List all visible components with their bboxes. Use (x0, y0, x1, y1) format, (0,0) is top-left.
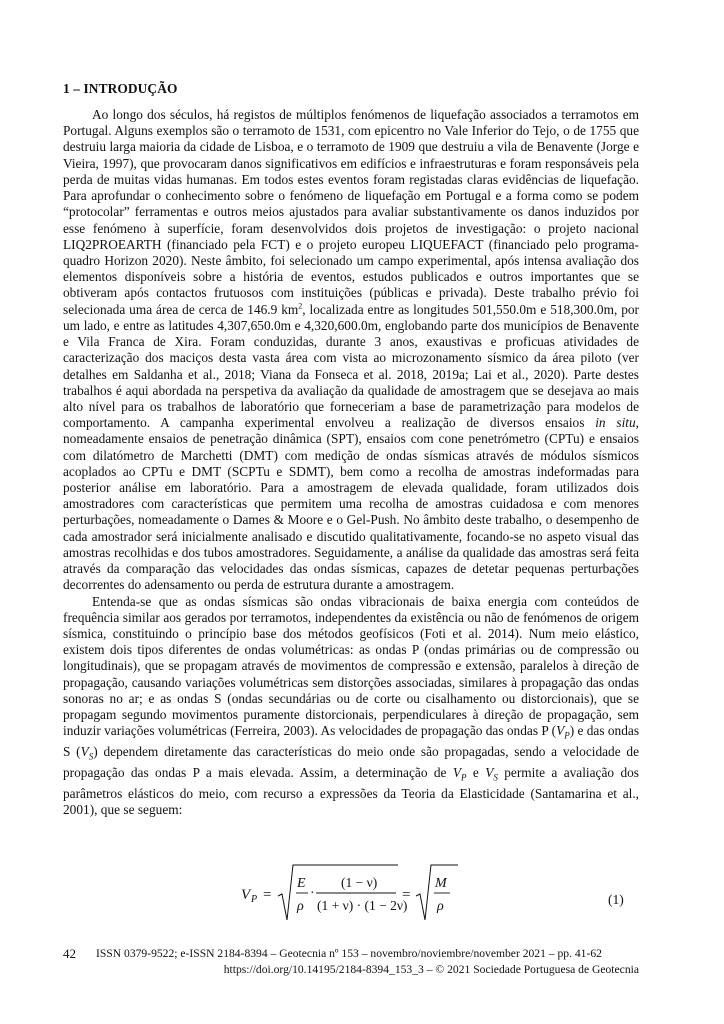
eq-numerator-2: (1 − ν) (341, 875, 378, 890)
eq-lhs-subscript: P (251, 894, 258, 905)
body-text (63, 107, 639, 818)
eq-denominator-2: (1 + ν) · (1 − 2ν) (317, 898, 408, 913)
footer-issn-line: ISSN 0379-9522; e-ISSN 2184-8394 – Geotecnia nº 153 – novembro/noviembre/november 2021 – pp. 41-62 (96, 947, 602, 960)
text-run: ) dependem diretamente das características do meio onde são propagadas, sendo a velocidade de propagação das ondas P a mais elevada. Assim, a determinação de (63, 744, 639, 781)
text-run: permite a avaliação dos parâmetros elásticos do meio, com recurso a expressões da Teoria da Elasticidade (Santamarina et al., 2001), que se seguem: (63, 765, 639, 818)
text-run: V (80, 744, 89, 760)
paragraph-1 (63, 107, 639, 594)
eq-equals-1: = (263, 887, 272, 903)
eq-dot: · (310, 886, 315, 901)
text-run: Entenda-se que as ondas sísmicas são ondas vibracionais de baixa energia com conteúdos de frequência similar aos gerados por terramotos, independentes da existência ou não de fenómenos de origem sísmica, constituindo o princípio base dos métodos geofísicos (Foti et al. 2014). Num meio elástico, existem dois tipos diferentes de ondas volumétricas: as ondas P (ondas primárias ou de compressão ou longitudinais), que se propagam através de movimentos de compressão e extensão, paralelos à direção de propagação, causando variações volumétricas sem distorções associadas, similares à propagação das ondas sonoras no ar; e as ondas S (ondas secundárias ou de corte ou cisalhamento ou distorcionais), que se propagam segundo movimentos puramente distorcionais, perpendiculares à direção de propagação, sem induzir variações volumétricas (Ferreira, 2003). As velocidades de propagação das ondas P ( (63, 593, 639, 739)
eq-lhs-symbol: V (241, 887, 251, 903)
text-run: in situ (595, 415, 636, 431)
text-run: S (493, 772, 498, 783)
text-run: P (461, 772, 467, 783)
equation-1 (238, 862, 488, 926)
footer-doi-line: https://doi.org/10.14195/2184-8394_153_3 – © 2021 Sociedade Portuguesa de Geotecnia (223, 963, 639, 976)
text-run: P (564, 730, 570, 741)
eq-E: E (297, 876, 306, 891)
eq-equals-2: = (402, 887, 411, 903)
text-run: S (88, 751, 94, 762)
text-run: Ao longo dos séculos, há registos de múltiplos fenómenos de liquefação associados a terramotos em Portugal. Alguns exemplos são o terramoto de 1531, com epicentro no Vale Inferior do Tejo, o de 1755 que destruiu larga maioria da cidade de Lisboa, e o terramoto de 1909 que destruiu a vila de Benavente (Jorge e Vieira, 1997), que provocaram danos significativos em edifícios e infraestruturas e foram responsáveis pela perda de muitas vidas humanas. Em todos estes eventos foram registadas claras evidências de liquefação. Para aprofundar o conhecimento sobre o fenómeno de liquefação em Portugal e a forma como se podem “protocolar” ferramentas e outros meios ajustados para avaliar substantivamente os danos induzidos por esse fenómeno à superfície, foram desenvolvidos dois projetos de investigação: o projeto nacional LIQ2PROEARTH (financiado pela FCT) e o projeto europeu LIQUEFACT (financiado pelo programa-quadro Horizon 2020). Neste âmbito, foi selecionado um campo experimental, após intensa avaliação dos elementos disponíveis sobre a história de eventos, estudos publicados e outros importantes que se obtiveram após contactos frutuosos com instituições (públicas e privada). Deste trabalho prévio foi selecionada uma área de cerca de 146.9 km (63, 107, 639, 317)
equation-number: (1) (608, 892, 624, 907)
text-run: V (452, 765, 462, 781)
text-run: ) e das ondas S ( (63, 723, 640, 760)
text-run: , localizada entre as longitudes 501,550.0m e 518,300.0m, por um lado, e entre as latitudes 4,307,650.0m e 4,320,600.0m, englobando parte dos municípios de Benavente e Vila Franca de Xira. Foram conduzidas, durante 3 anos, exaustivas e proficuas atividades de caracterização dos maciços desta vasta área com vista ao microzonamento sísmico da área piloto (ver detalhes em Saldanha et al., 2018; Viana da Fonseca et al. 2018, 2019a; Lai et al., 2020). Parte destes trabalhos é aqui abordada na perspetiva da avaliação da qualidade de amostragem que se desejava ao mais alto nível para os trabalhos de laboratório que forneceriam a base de parametrização para modelos de comportamento. A campanha experimental envolveu a realização de diversos ensaios (63, 301, 640, 431)
text-run: 2 (298, 301, 303, 311)
eq-M: M (435, 876, 447, 891)
text-run: V (556, 723, 565, 739)
eq-rho-2: ρ (437, 899, 444, 914)
page-number: 42 (63, 946, 76, 961)
eq-rho-1: ρ (297, 899, 304, 914)
text-run: V (485, 765, 494, 781)
section-heading: 1 – INTRODUÇÃO (63, 81, 178, 96)
text-run: , nomeadamente ensaios de penetração dinâmica (SPT), ensaios com cone penetrómetro (CPTu) e ensaios com dilatómetro de Marchetti (DMT) com medição de ondas sísmicas através de módulos sísmicos acoplados ao CPTu e DMT (SCPTu e SDMT), bem como a recolha de amostras indeformadas para posterior análise em laboratório. Para a amostragem de elevada qualidade, foram utilizados dois amostradores com características que permitem uma recolha de amostras cuidadosa e com menores perturbações, nomeadamente o Dames & Moore e o Gel-Push. No âmbito deste trabalho, o desempenho de cada amostrador será inicialmente analisado e discutido qualitativamente, focando-se no aspeto visual das amostras recolhidas e dos tubos amostradores. Seguidamente, a análise da qualidade das amostras será feita através da comparação das velocidades das ondas sísmicas, capazes de detetar pequenas perturbações decorrentes do adensamento ou perda de estrutura durante a amostragem. (63, 415, 640, 593)
text-run: e (466, 765, 486, 781)
paragraph-2 (63, 594, 639, 819)
